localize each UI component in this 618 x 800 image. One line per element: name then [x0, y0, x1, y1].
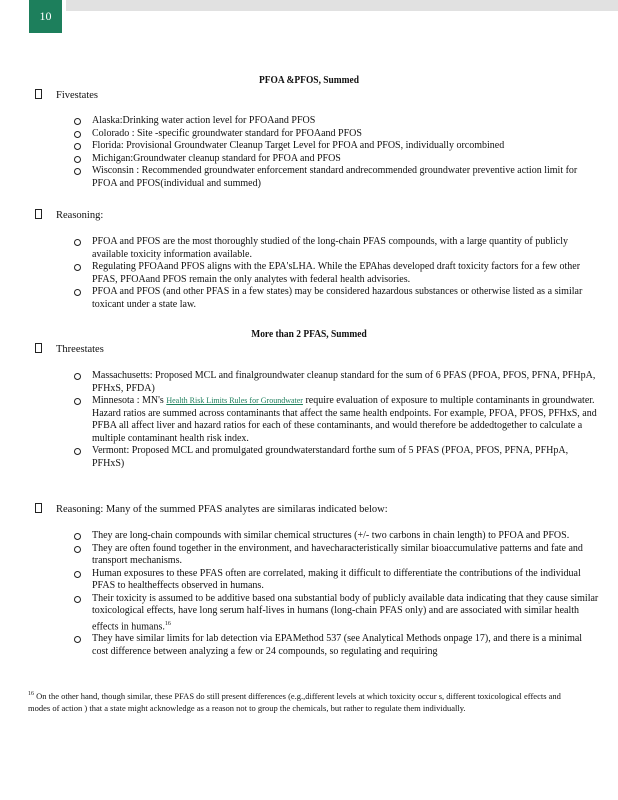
footnote: $^{16}$ On the other hand, though similar, these PFAS do still present differences (e.g.,different levels at which toxicity occur s, different toxicological effects and modes of action ) that a state might acknowledge as a reason not to group the chemicals, but rather to regulate them individually.	[28, 690, 561, 713]
circle-bullet-icon	[74, 143, 81, 150]
reasoning-label: Reasoning:	[35, 209, 103, 222]
list-item: Vermont: Proposed MCL and promulgated groundwaterstandard forthe sum of 5 PFAS (PFOA, PFOS, PFNA, PFHpA, PFHxS)	[74, 445, 600, 470]
footnote-reference: 16	[164, 620, 171, 627]
list-item: Regulating PFOAand PFOS aligns with the EPA'sLHA. While the EPAhas developed draft toxicity factors for a few other PFAS, PFOAand PFOS remain the only analytes with federal health advisories.	[74, 261, 600, 286]
circle-bullet-icon	[74, 168, 81, 175]
footnote-marker: 16	[28, 691, 34, 697]
list-item: Colorado : Site -specific groundwater standard for PFOAand PFOS	[74, 128, 600, 141]
circle-bullet-icon	[74, 373, 81, 380]
circle-bullet-icon	[74, 571, 81, 578]
circle-bullet-icon	[74, 118, 81, 125]
circle-bullet-icon	[74, 131, 81, 138]
circle-bullet-icon	[74, 156, 81, 163]
circle-bullet-icon	[74, 546, 81, 553]
square-bullet-icon	[35, 89, 42, 99]
circle-bullet-icon	[74, 596, 81, 603]
states-list	[74, 115, 600, 190]
circle-bullet-icon	[74, 398, 81, 405]
circle-bullet-icon	[74, 636, 81, 643]
reasons-list	[74, 236, 600, 311]
list-item: Human exposures to these PFAS often are correlated, making it difficult to differentiate the contributions of the individual PFAS to healtheffects observed in humans.	[74, 568, 600, 593]
page-number: 10	[29, 0, 62, 33]
section-heading-more-than-2-pfas: More than 2 PFAS, Summed	[251, 329, 367, 340]
list-item: They have similar limits for lab detection via EPAMethod 537 (see Analytical Methods onpage 17), and there is a minimal cost difference between analyzing a few or 24 compounds, so regulating and requiring	[74, 633, 600, 658]
list-item: Alaska:Drinking water action level for PFOAand PFOS	[74, 115, 600, 128]
circle-bullet-icon	[74, 448, 81, 455]
list-item: Florida: Provisional Groundwater Cleanup Target Level for PFOA and PFOS, individually orcombined	[74, 140, 600, 153]
square-bullet-icon	[35, 209, 42, 219]
reasons-list	[74, 530, 600, 658]
states-list	[74, 370, 600, 470]
health-risk-limits-link[interactable]: Health Risk Limits Rules for Groundwater	[166, 396, 303, 405]
states-group-label: Threestates	[35, 343, 104, 356]
list-item: PFOA and PFOS are the most thoroughly studied of the long-chain PFAS compounds, with a large quantity of publicly available toxicity information available.	[74, 236, 600, 261]
list-item: Massachusetts: Proposed MCL and finalgroundwater cleanup standard for the sum of 6 PFAS (PFOA, PFOS, PFNA, PFHpA, PFHxS, PFDA)	[74, 370, 600, 395]
section-heading-pfoa-pfos: PFOA &PFOS, Summed	[258, 75, 360, 86]
states-group-label: Fivestates	[35, 89, 98, 102]
list-item: They are long-chain compounds with similar chemical structures (+/- two carbons in chain length) to PFOA and PFOS.	[74, 530, 600, 543]
circle-bullet-icon	[74, 533, 81, 540]
header-bar	[66, 0, 618, 11]
list-item: Wisconsin : Recommended groundwater enforcement standard andrecommended groundwater preventive action limit for PFOA and PFOS(individual and summed)	[74, 165, 600, 190]
square-bullet-icon	[35, 503, 42, 513]
square-bullet-icon	[35, 343, 42, 353]
list-item: Michigan:Groundwater cleanup standard for PFOA and PFOS	[74, 153, 600, 166]
list-item: PFOA and PFOS (and other PFAS in a few states) may be considered hazardous substances or otherwise listed as a similar toxicant under a state law.	[74, 286, 600, 311]
circle-bullet-icon	[74, 239, 81, 246]
reasoning-label: Reasoning: Many of the summed PFAS analytes are similaras indicated below:	[35, 503, 388, 516]
list-item: They are often found together in the environment, and havecharacteristically similar bioaccumulative patterns and fate and transport mechanisms.	[74, 543, 600, 568]
list-item: Minnesota : MN's Health Risk Limits Rules for Groundwater require evaluation of exposure to multiple contaminants in groundwater. Hazard ratios are summed across contaminants that affect the same health endpoints. For example, PFOA, PFOS, PFHxS, and PFBA all affect liver and hazard ratios for each of these contaminants, and would therefore be addedtogether to calculate a multiple contaminant health risk index.	[74, 395, 600, 445]
circle-bullet-icon	[74, 264, 81, 271]
list-item: Their toxicity is assumed to be additive based ona substantial body of publicly available data indicating that they cause similar toxicological effects, have long serum half-lives in humans (long-chain PFAS only) and are associated with similar health effects in humans.$^{16}$	[74, 593, 600, 634]
circle-bullet-icon	[74, 289, 81, 296]
